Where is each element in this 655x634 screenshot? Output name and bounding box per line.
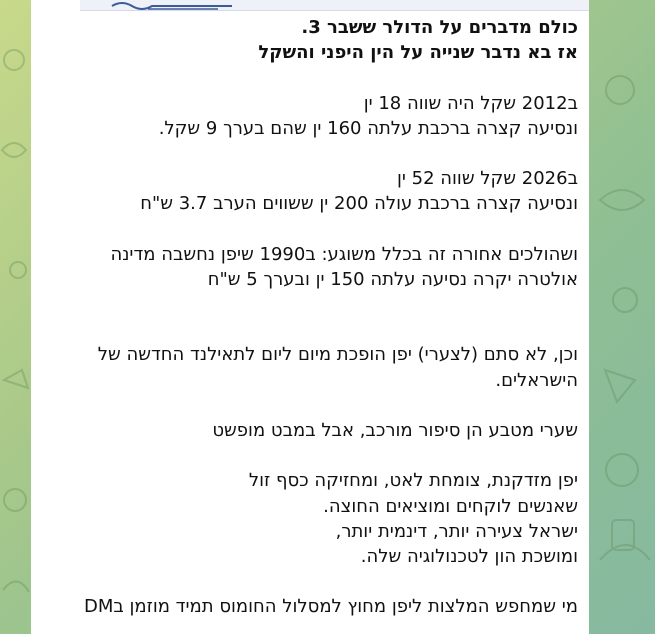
paragraph-2012-line: ב2012 שקל היה שווה 18 ין [363, 92, 578, 114]
paragraph-2026-line: ונסיעה קצרה ברכבת עולה 200 ין ששווים הערב 3.7 ש"ח [140, 193, 578, 215]
paragraph-japan-line: יפן מזדקנת, צומחת לאט, ומחזיקה כסף זול [248, 470, 578, 492]
paragraph-2012-line: ונסיעה קצרה ברכבת עלתה 160 ין שהם בערך 9 שקל. [158, 117, 578, 139]
paragraph-1990-line: אולטרה יקרה נסיעה עלתה 150 ין ובערך 5 ש"ח [207, 268, 578, 290]
message-title-line: כולם מדברים על הדולר ששבר 3. [301, 17, 578, 38]
paragraph-2026-line: ב2026 שקל שווה 52 ין [396, 168, 578, 190]
paragraph-japan-line: ומושכת הון לטכנולוגיה שלה. [360, 545, 578, 567]
paragraph-thailand-line: הישראלים. [495, 369, 578, 391]
paragraph-exchange-line: שערי מטבע הן סיפור מורכב, אבל במבט מופשט [212, 420, 578, 442]
message-text [58, 15, 578, 620]
paragraph-1990-line: ושהולכים אחורה זה בכלל משוגע: ב1990 שיפן נחשבה מדינה [110, 243, 578, 265]
paragraph-japan-line: שאנשים לוקחים ומוציאים החוצה. [323, 495, 578, 517]
paragraph-thailand-line: וכן, לא סתם (לצערי) יפן הופכת מיום ליום לתאילנד החדשה של [97, 344, 578, 366]
message-title-line: אז בא נדבר שנייה על הין היפני והשקל [258, 42, 578, 64]
illustration-icon [108, 0, 258, 10]
message-bubble [31, 0, 589, 634]
media-attachment-preview[interactable] [80, 0, 589, 11]
paragraph-dm-line: מי שמחפש המלצות ליפן מחוץ למסלול החומוס תמיד מוזמן בDM [83, 596, 578, 618]
paragraph-japan-line: ישראל צעירה יותר, דינמית יותר, [335, 520, 578, 542]
